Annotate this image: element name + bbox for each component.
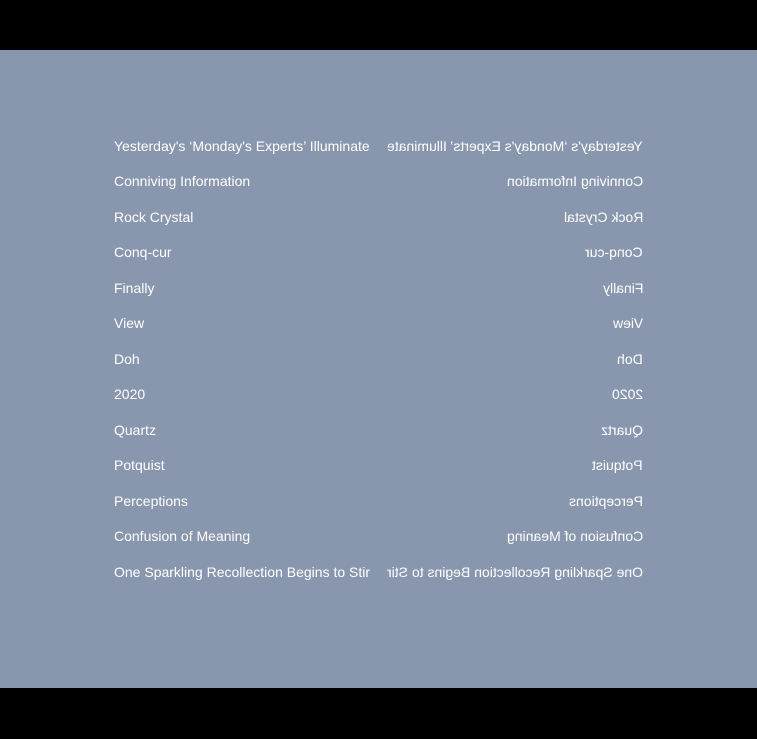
letterbox-bottom	[0, 688, 757, 739]
list-item-text: Conniving Information	[114, 173, 251, 189]
list-item	[0, 455, 757, 475]
list-item-text-mirrored: Conniving Information	[506, 173, 643, 189]
list-item	[0, 562, 757, 582]
list-item-text: One Sparkling Recollection Begins to Stir	[114, 564, 371, 580]
list-item-text: Finally	[114, 280, 155, 296]
list-item	[0, 136, 757, 156]
list-item	[0, 313, 757, 333]
list-item-text-mirrored: Doh	[617, 351, 643, 367]
list-item-text-mirrored: Finally	[602, 280, 643, 296]
list-item-text: Conq-cur	[114, 244, 172, 260]
title-list-panel	[0, 50, 757, 688]
list-item-text: 2020	[114, 386, 146, 402]
list-item	[0, 384, 757, 404]
list-item-text: Yesterday's ‘Monday's Experts’ Illuminate	[114, 138, 370, 154]
list-item-text: View	[114, 315, 145, 331]
letterbox-top	[0, 0, 757, 50]
list-item-text: Perceptions	[114, 493, 188, 509]
list-item-text: Potquist	[114, 457, 165, 473]
list-item-text: Confusion of Meaning	[114, 528, 251, 544]
list-item	[0, 278, 757, 298]
list-item	[0, 242, 757, 262]
list-item-text-mirrored: Yesterday's ‘Monday's Experts’ Illuminate	[387, 138, 643, 154]
list-item	[0, 349, 757, 369]
list-item	[0, 491, 757, 511]
list-item-text-mirrored: View	[612, 315, 643, 331]
list-item	[0, 207, 757, 227]
list-item	[0, 420, 757, 440]
list-item-text-mirrored: Quartz	[600, 422, 643, 438]
list-item-text-mirrored: Potquist	[592, 457, 643, 473]
list-item-text: Doh	[114, 351, 140, 367]
list-item	[0, 171, 757, 191]
list-item-text-mirrored: 2020	[611, 386, 643, 402]
list-item-text-mirrored: One Sparkling Recollection Begins to Stir	[386, 564, 643, 580]
list-item-text-mirrored: Rock Crystal	[563, 209, 643, 225]
list-item-text-mirrored: Confusion of Meaning	[506, 528, 643, 544]
list-item-text-mirrored: Perceptions	[569, 493, 643, 509]
list-item	[0, 526, 757, 546]
list-item-text: Quartz	[114, 422, 157, 438]
list-item-text: Rock Crystal	[114, 209, 194, 225]
list-item-text-mirrored: Conq-cur	[585, 244, 643, 260]
